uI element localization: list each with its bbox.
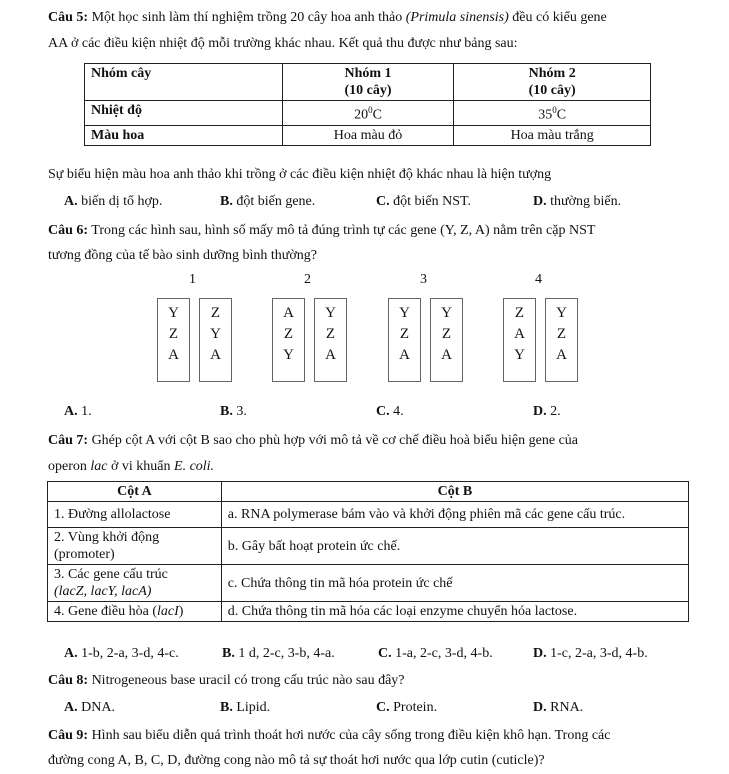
gene-label: Z	[283, 326, 294, 342]
q5-th-group1: Nhóm 1 (10 cây)	[282, 64, 454, 101]
q5-row-color-label: Màu hoa	[85, 125, 283, 145]
figure-2-chromosome-right	[314, 298, 347, 382]
q7-a2: 2. Vùng khởi động (promoter)	[48, 528, 222, 565]
q7-option-b[interactable]: B. 1 d, 2-c, 3-b, 4-a.	[222, 646, 335, 661]
q8-option-b[interactable]: B. Lipid.	[220, 700, 271, 715]
q7-line1: Câu 7: Ghép cột A với cột B sao cho phù hợp với mô tả về cơ chế điều hoà biểu hiện gene của	[48, 433, 578, 448]
q7-number: Câu 7:	[48, 433, 89, 448]
q5-option-d[interactable]: D. thường biến.	[533, 194, 622, 209]
q7-b4: d. Chứa thông tin mã hóa các loại enzyme chuyển hóa lactose.	[221, 602, 688, 622]
gene-label: Z	[556, 326, 567, 342]
q5-color-group2: Hoa màu trắng	[454, 125, 651, 145]
q7-option-a[interactable]: A. 1-b, 2-a, 3-d, 4-c.	[64, 646, 179, 661]
figure-1-label: 1	[189, 272, 196, 287]
q6-number: Câu 6:	[48, 223, 89, 238]
q7-th-col-a: Cột A	[48, 482, 222, 502]
q5-th-group2: Nhóm 2 (10 cây)	[454, 64, 651, 101]
gene-label: Y	[210, 326, 221, 342]
gene-label: A	[441, 347, 452, 363]
gene-label: Y	[514, 347, 525, 363]
q5-option-b[interactable]: B. đột biến gene.	[220, 194, 316, 209]
q5-line1: Câu 5: Một học sinh làm thí nghiệm trồng 20 cây hoa anh thảo (Primula sinensis) đều có kiểu gene	[48, 10, 607, 25]
q5-color-group1: Hoa màu đỏ	[282, 125, 454, 145]
q7-b2: b. Gây bất hoạt protein ức chế.	[221, 528, 688, 565]
gene-label: Y	[168, 305, 179, 321]
gene-label: Z	[441, 326, 452, 342]
gene-label: A	[210, 347, 221, 363]
gene-label: A	[556, 347, 567, 363]
gene-label: Z	[325, 326, 336, 342]
q7-table	[47, 481, 689, 622]
q7-b1: a. RNA polymerase bám vào và khởi động phiên mã các gene cấu trúc.	[221, 502, 688, 528]
q7-a1: 1. Đường allolactose	[48, 502, 222, 528]
q7-line2: operon lac ở vi khuẩn E. coli.	[48, 459, 215, 474]
gene-label: Z	[210, 305, 221, 321]
gene-label: Y	[441, 305, 452, 321]
gene-label: A	[168, 347, 179, 363]
gene-label: Y	[399, 305, 410, 321]
gene-label: Z	[168, 326, 179, 342]
figure-3-chromosome-left	[388, 298, 421, 382]
figure-3-label: 3	[420, 272, 427, 287]
q7-option-c[interactable]: C. 1-a, 2-c, 3-d, 4-b.	[378, 646, 493, 661]
q6-option-c[interactable]: C. 4.	[376, 404, 404, 419]
q9-line2: đường cong A, B, C, D, đường cong nào mô tả sự thoát hơi nước qua lớp cutin (cuticle)?	[48, 753, 545, 768]
q5-option-c[interactable]: C. đột biến NST.	[376, 194, 472, 209]
figure-1-chromosome-left	[157, 298, 190, 382]
figure-2-chromosome-left	[272, 298, 305, 382]
gene-label: A	[283, 305, 294, 321]
q6-line2: tương đồng của tế bào sinh dưỡng bình thường?	[48, 248, 317, 263]
q5-temp-group2: $35^0C$	[454, 101, 651, 126]
gene-label: Y	[556, 305, 567, 321]
q8-option-a[interactable]: A. DNA.	[64, 700, 115, 715]
q6-option-a[interactable]: A. 1.	[64, 404, 92, 419]
gene-label: Z	[399, 326, 410, 342]
gene-label: A	[399, 347, 410, 363]
q8-number: Câu 8:	[48, 673, 89, 688]
gene-label: A	[514, 326, 525, 342]
gene-label: Z	[514, 305, 525, 321]
figure-1-chromosome-right	[199, 298, 232, 382]
q6-line1: Câu 6: Trong các hình sau, hình số mấy mô tả đúng trình tự các gene (Y, Z, A) nằm trên cặp NST	[48, 223, 596, 238]
figure-3-chromosome-right	[430, 298, 463, 382]
q5-row-temp-label: Nhiệt độ	[85, 101, 283, 126]
q5-th-group: Nhóm cây	[85, 64, 283, 101]
q8-option-c[interactable]: C. Protein.	[376, 700, 438, 715]
q5-number: Câu 5:	[48, 10, 89, 25]
q6-option-b[interactable]: B. 3.	[220, 404, 247, 419]
q8-option-d[interactable]: D. RNA.	[533, 700, 584, 715]
q5-option-a[interactable]: A. biến dị tổ hợp.	[64, 194, 163, 209]
q9-line1: Câu 9: Hình sau biểu diễn quá trình thoát hơi nước của cây sống trong điều kiện khô hạn. Trong các	[48, 728, 611, 743]
gene-label: Y	[325, 305, 336, 321]
figure-4-chromosome-left	[503, 298, 536, 382]
q7-a4: 4. Gene điều hòa (lacI)	[48, 602, 222, 622]
gene-label: A	[325, 347, 336, 363]
figure-2-label: 2	[304, 272, 311, 287]
q9-number: Câu 9:	[48, 728, 89, 743]
q8-line1: Câu 8: Nitrogeneous base uracil có trong cấu trúc nào sau đây?	[48, 673, 405, 688]
q7-a3: 3. Các gene cấu trúc (lacZ, lacY, lacA)	[48, 565, 222, 602]
q7-option-d[interactable]: D. 1-c, 2-a, 3-d, 4-b.	[533, 646, 648, 661]
figure-4-chromosome-right	[545, 298, 578, 382]
gene-label: Y	[283, 347, 294, 363]
q6-option-d[interactable]: D. 2.	[533, 404, 561, 419]
q5-stem: Sự biểu hiện màu hoa anh thảo khi trồng ở các điều kiện nhiệt độ khác nhau là hiện tượng	[48, 167, 552, 182]
q7-b3: c. Chứa thông tin mã hóa protein ức chế	[221, 565, 688, 602]
figure-4-label: 4	[535, 272, 542, 287]
q5-temp-group1: $20^0C$	[282, 101, 454, 126]
q5-table	[84, 63, 651, 146]
q5-line2: AA ở các điều kiện nhiệt độ mỗi trường khác nhau. Kết quả thu được như bảng sau:	[48, 36, 518, 51]
q7-th-col-b: Cột B	[221, 482, 688, 502]
